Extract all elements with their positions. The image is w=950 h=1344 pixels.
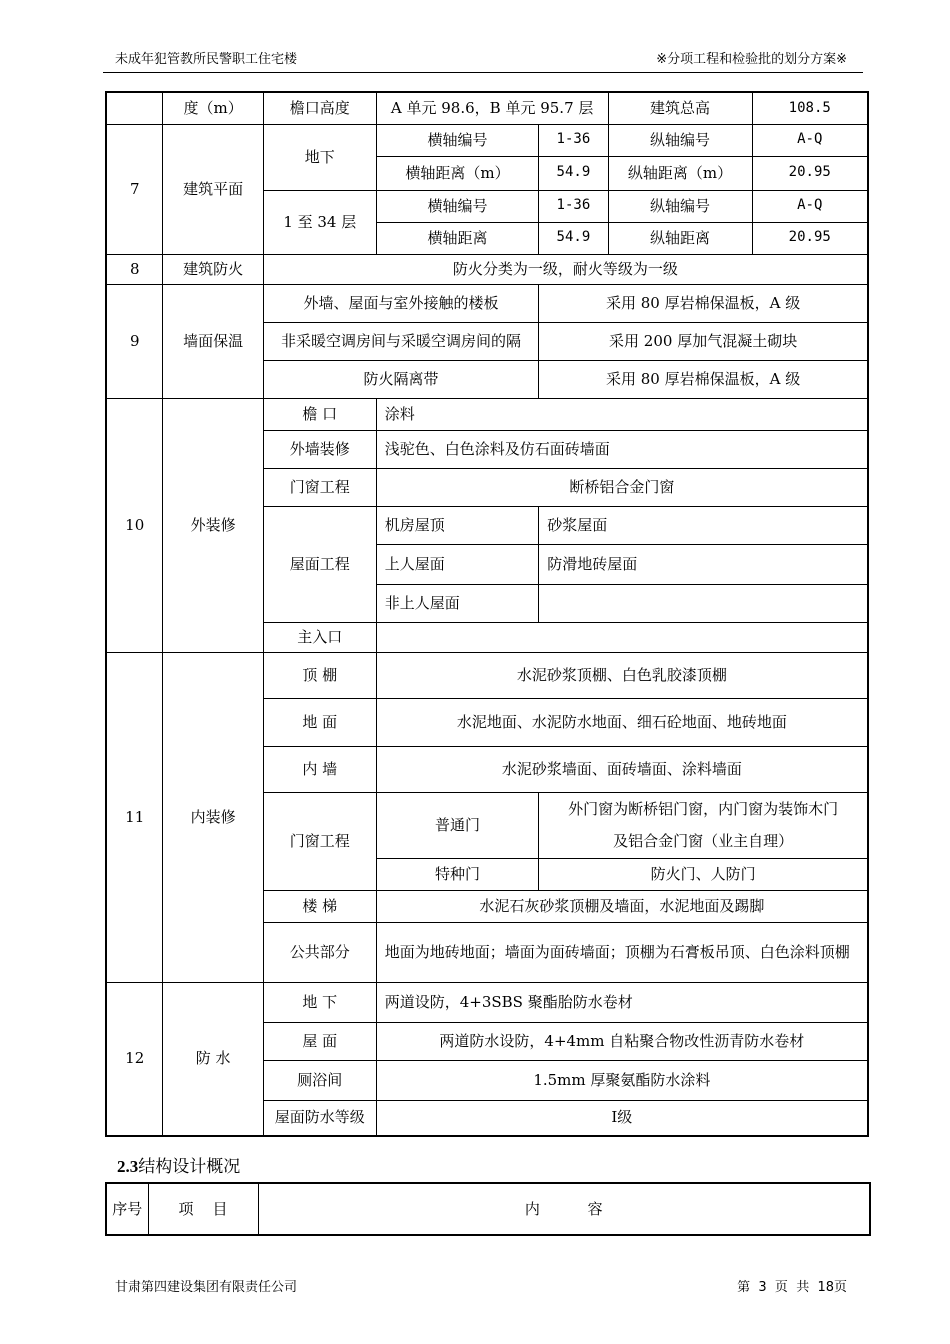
cell-v-axis-no: 纵轴编号 bbox=[608, 190, 752, 222]
row-item: 墙面保温 bbox=[163, 284, 263, 398]
header-content: 内 容 bbox=[258, 1183, 870, 1235]
cell-insulation-spec: 采用 80 厚岩棉保温板，A 级 bbox=[539, 360, 868, 398]
row-item: 防 水 bbox=[163, 982, 263, 1136]
cell-door-type-value-b: 及铝合金门窗（业主自理） bbox=[539, 826, 868, 858]
row-number: 12 bbox=[106, 982, 163, 1136]
row-number: 8 bbox=[106, 254, 163, 284]
cell-v-dist-value: 20.95 bbox=[752, 156, 868, 190]
cell-ceiling: 顶 棚 bbox=[263, 652, 376, 698]
cell-floor: 地 面 bbox=[263, 698, 376, 746]
cell-public-area-value: 地面为地砖地面；墙面为面砖墙面；顶棚为石膏板吊顶、白色涂料顶棚 bbox=[376, 922, 868, 982]
cell-h-axis-no-value: 1-36 bbox=[539, 190, 608, 222]
cell-doors-windows: 门窗工程 bbox=[263, 792, 376, 890]
section-title: 结构设计概况 bbox=[138, 1157, 241, 1177]
row-item: 建筑平面 bbox=[163, 124, 263, 254]
cell-roof-type: 上人屋面 bbox=[376, 544, 539, 584]
cell-h-dist-value: 54.9 bbox=[539, 222, 608, 254]
cell-v-dist-value: 20.95 bbox=[752, 222, 868, 254]
row-number: 7 bbox=[106, 124, 163, 254]
cell-waterproof-grade: 屋面防水等级 bbox=[263, 1100, 376, 1136]
footer-company: 甘肃第四建设集团有限责任公司 bbox=[115, 1280, 298, 1295]
row-item: 建筑防火 bbox=[163, 254, 263, 284]
cell-v-axis-no: 纵轴编号 bbox=[608, 124, 752, 156]
header-doc-title: ※分项工程和检验批的划分方案※ bbox=[656, 52, 847, 67]
cell-eave-value: 涂料 bbox=[376, 398, 868, 430]
header-divider bbox=[103, 72, 863, 73]
cell-roof-type-value: 防滑地砖屋面 bbox=[539, 544, 868, 584]
cell-v-axis-no-value: A-Q bbox=[752, 124, 868, 156]
cell-door-type: 特种门 bbox=[376, 858, 539, 890]
cell-door-type-value-a: 外门窗为断桥铝门窗，内门窗为装饰木门 bbox=[539, 792, 868, 826]
cell-fire-content: 防火分类为一级，耐火等级为一级 bbox=[263, 254, 868, 284]
cell-public-area: 公共部分 bbox=[263, 922, 376, 982]
cell-interior-wall: 内 墙 bbox=[263, 746, 376, 792]
cell-ceiling-value: 水泥砂浆顶棚、白色乳胶漆顶棚 bbox=[376, 652, 868, 698]
section-number: 2.3 bbox=[117, 1157, 139, 1176]
cell-eave: 檐 口 bbox=[263, 398, 376, 430]
cell-exterior-wall-value: 浅驼色、白色涂料及仿石面砖墙面 bbox=[376, 430, 868, 468]
cell-h-axis-no: 横轴编号 bbox=[376, 124, 539, 156]
cell-total-height-value: 108.5 bbox=[752, 92, 868, 124]
cell-door-type-value: 防火门、人防门 bbox=[539, 858, 868, 890]
cell-h-dist-value: 54.9 bbox=[539, 156, 608, 190]
row-number: 10 bbox=[106, 398, 163, 652]
cell-underground: 地下 bbox=[263, 124, 376, 190]
cell-roof-type-value bbox=[539, 584, 868, 622]
cell-v-axis-no-value: A-Q bbox=[752, 190, 868, 222]
row-item: 外装修 bbox=[163, 398, 263, 652]
cell-main-entrance: 主入口 bbox=[263, 622, 376, 652]
cell-floors: 1 至 34 层 bbox=[263, 190, 376, 254]
cell-h-axis-no-value: 1-36 bbox=[539, 124, 608, 156]
cell-waterproof-roof: 屋 面 bbox=[263, 1022, 376, 1060]
cell-waterproof-underground: 地 下 bbox=[263, 982, 376, 1022]
cell-interior-wall-value: 水泥砂浆墙面、面砖墙面、涂料墙面 bbox=[376, 746, 868, 792]
header-company-project: 未成年犯管教所民警职工住宅楼 bbox=[115, 52, 298, 67]
cell-v-dist: 纵轴距离 bbox=[608, 222, 752, 254]
footer-page-number: 第 3 页 共 18页 bbox=[737, 1280, 847, 1295]
cell-door-type: 普通门 bbox=[376, 792, 539, 858]
cell-stairs: 楼 梯 bbox=[263, 890, 376, 922]
cell-stairs-value: 水泥石灰砂浆顶棚及墙面，水泥地面及踢脚 bbox=[376, 890, 868, 922]
cell-h-dist-m: 横轴距离（m） bbox=[376, 156, 539, 190]
row-number: 9 bbox=[106, 284, 163, 398]
cell-insulation-spec: 采用 80 厚岩棉保温板，A 级 bbox=[539, 284, 868, 322]
header-item: 项 目 bbox=[148, 1183, 258, 1235]
cell-waterproof-roof-value: 两道防水设防，4+4mm 自粘聚合物改性沥青防水卷材 bbox=[376, 1022, 868, 1060]
cell-total-height: 建筑总高 bbox=[608, 92, 752, 124]
cell-insulation-part: 防火隔离带 bbox=[263, 360, 538, 398]
cell-insulation-part: 非采暖空调房间与采暖空调房间的隔 bbox=[263, 322, 538, 360]
cell-waterproof-underground-value: 两道设防，4+3SBS 聚酯胎防水卷材 bbox=[376, 982, 868, 1022]
cell-eave-height-value: A 单元 98.6，B 单元 95.7 层 bbox=[376, 92, 608, 124]
cell-insulation-spec: 采用 200 厚加气混凝土砌块 bbox=[539, 322, 868, 360]
cell-eave-height: 檐口高度 bbox=[263, 92, 376, 124]
row-item: 内装修 bbox=[163, 652, 263, 982]
cell-main-entrance-value bbox=[376, 622, 868, 652]
cell-waterproof-bath: 厕浴间 bbox=[263, 1060, 376, 1100]
cell-waterproof-bath-value: 1.5mm 厚聚氨酯防水涂料 bbox=[376, 1060, 868, 1100]
cell-v-dist-m: 纵轴距离（m） bbox=[608, 156, 752, 190]
cell-exterior-wall: 外墙装修 bbox=[263, 430, 376, 468]
row-number: 11 bbox=[106, 652, 163, 982]
cell-insulation-part: 外墙、屋面与室外接触的楼板 bbox=[263, 284, 538, 322]
cell-waterproof-grade-value: Ⅰ级 bbox=[376, 1100, 868, 1136]
cell-doors-windows-value: 断桥铝合金门窗 bbox=[376, 468, 868, 506]
cell-h-dist: 横轴距离 bbox=[376, 222, 539, 254]
cell-h-axis-no: 横轴编号 bbox=[376, 190, 539, 222]
cell-roof-type-value: 砂浆屋面 bbox=[539, 506, 868, 544]
structure-design-table bbox=[105, 1182, 871, 1236]
section-heading bbox=[117, 1152, 240, 1177]
building-overview-table bbox=[105, 91, 869, 1137]
cell-floor-value: 水泥地面、水泥防水地面、细石砼地面、地砖地面 bbox=[376, 698, 868, 746]
cell-roof-type: 非上人屋面 bbox=[376, 584, 539, 622]
cell-doors-windows: 门窗工程 bbox=[263, 468, 376, 506]
header-seq-no: 序号 bbox=[106, 1183, 148, 1235]
cell-roof-type: 机房屋顶 bbox=[376, 506, 539, 544]
cell-empty bbox=[106, 92, 163, 124]
cell-height-label: 度（m） bbox=[163, 92, 263, 124]
cell-roofing: 屋面工程 bbox=[263, 506, 376, 622]
